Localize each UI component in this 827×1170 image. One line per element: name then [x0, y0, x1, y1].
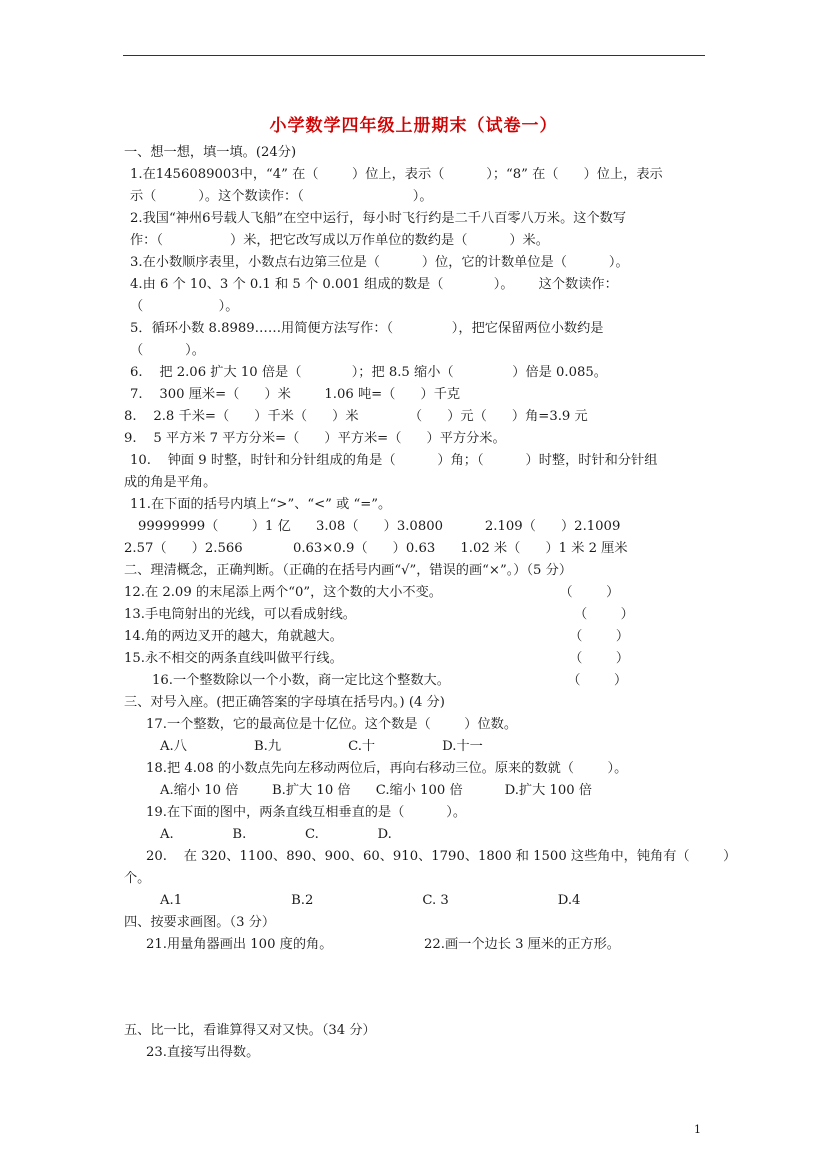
header-rule	[123, 55, 705, 56]
question-line: 7. 300 厘米=（ ）米 1.06 吨=（ ）千克	[130, 387, 461, 402]
question-line: 作：（ ）米，把它改写成以万作单位的数约是（ ）米。	[130, 233, 549, 248]
question-line: 6. 把 2.06 扩大 10 倍是（ ）；把 8.5 缩小（ ）倍是 0.085。	[130, 365, 607, 380]
question-line: 成的角是平角。	[124, 475, 217, 490]
question-line: 3.在小数顺序表里，小数点右边第三位是（ ）位，它的计数单位是（ ）。	[130, 255, 629, 270]
answer-options: A.八 B.九 C.十 D.十一	[160, 739, 483, 754]
section-heading: 四、按要求画图。（3 分）	[124, 915, 276, 930]
section-heading: 一、想一想，填一填。(24分)	[124, 145, 297, 160]
question-line: （ ）。	[130, 299, 239, 314]
question-line: 14.角的两边叉开的越大，角就越大。 （ ）	[124, 629, 630, 644]
section-heading: 二、理清概念，正确判断。（正确的在括号内画“√”，错误的画“×”。）（5 分）	[124, 563, 573, 578]
question-line: 2.57（ ）2.566 0.63×0.9（ ）0.63 1.02 米（ ）1 米 2 厘米	[124, 541, 628, 556]
section-heading: 五、比一比，看谁算得又对又快。（34 分）	[124, 1023, 376, 1038]
question-line: 23.直接写出得数。	[146, 1045, 260, 1060]
answer-options: A.1 B.2 C. 3 D.4	[160, 893, 581, 908]
question-line: 15.永不相交的两条直线叫做平行线。 （ ）	[124, 651, 630, 666]
question-line: 8. 2.8 千米=（ ）千米（ ）米 （ ）元（ ）角=3.9 元	[124, 409, 588, 424]
question-line: 5．循环小数 8.8989……用简便方法写作：（ ），把它保留两位小数约是	[130, 321, 604, 336]
answer-options: A. B. C. D.	[160, 827, 392, 842]
answer-options: A.缩小 10 倍 B.扩大 10 倍 C.缩小 100 倍 D.扩大 100 倍	[160, 783, 592, 798]
question-line: 17.一个整数，它的最高位是十亿位。这个数是（ ）位数。	[146, 717, 518, 732]
question-line: 示（ ）。这个数读作：（ ）。	[130, 189, 433, 204]
question-line: 22.画一个边长 3 厘米的正方形。	[424, 937, 620, 952]
question-line: 4.由 6 个 10、3 个 0.1 和 5 个 0.001 组成的数是（ ）。 这个数读作：	[130, 277, 618, 292]
question-line: 20. 在 320、1100、890、900、60、910、1790、1800 和 1500 这些角中，钝角有（ ）	[146, 849, 737, 864]
question-line: 12.在 2.09 的末尾添上两个“0”，这个数的大小不变。 （ ）	[124, 585, 620, 600]
question-line: 个。	[124, 871, 151, 886]
question-line: 9. 5 平方米 7 平方分米=（ ）平方米=（ ）平方分米。	[124, 431, 506, 446]
page-title: 小学数学四年级上册期末（试卷一）	[269, 116, 558, 136]
question-line: 18.把 4.08 的小数点先向左移动两位后，再向右移动三位。原来的数就（ ）。	[146, 761, 628, 776]
question-line: 2.我国“神州6号载人飞船”在空中运行，每小时飞行约是二千八百零八万米。这个数写	[130, 211, 627, 226]
question-line: （ ）。	[130, 343, 205, 358]
question-line: 10. 钟面 9 时整，时针和分针组成的角是（ ）角；（ ）时整，时针和分针组	[130, 453, 658, 468]
question-line: 19.在下面的图中，两条直线互相垂直的是（ ）。	[146, 805, 467, 820]
question-line: 1.在1456089003中，“4” 在（ ）位上，表示（ ）；“8” 在（ ）位上，表示	[130, 167, 663, 182]
question-line: 13.手电筒射出的光线，可以看成射线。 （ ）	[124, 607, 634, 622]
question-line: 99999999（ ）1 亿 3.08（ ）3.0800 2.109（ ）2.1009	[138, 519, 621, 534]
question-line: 21.用量角器画出 100 度的角。	[146, 937, 333, 952]
section-heading: 三、对号入座。(把正确答案的字母填在括号内。) (4 分)	[124, 695, 445, 710]
page-number: 1	[694, 1123, 701, 1136]
question-line: 16.一个整数除以一个小数，商一定比这个整数大。 （ ）	[152, 673, 628, 688]
question-line: 11.在下面的括号内填上“>”、“<” 或 “=”。	[130, 497, 392, 512]
